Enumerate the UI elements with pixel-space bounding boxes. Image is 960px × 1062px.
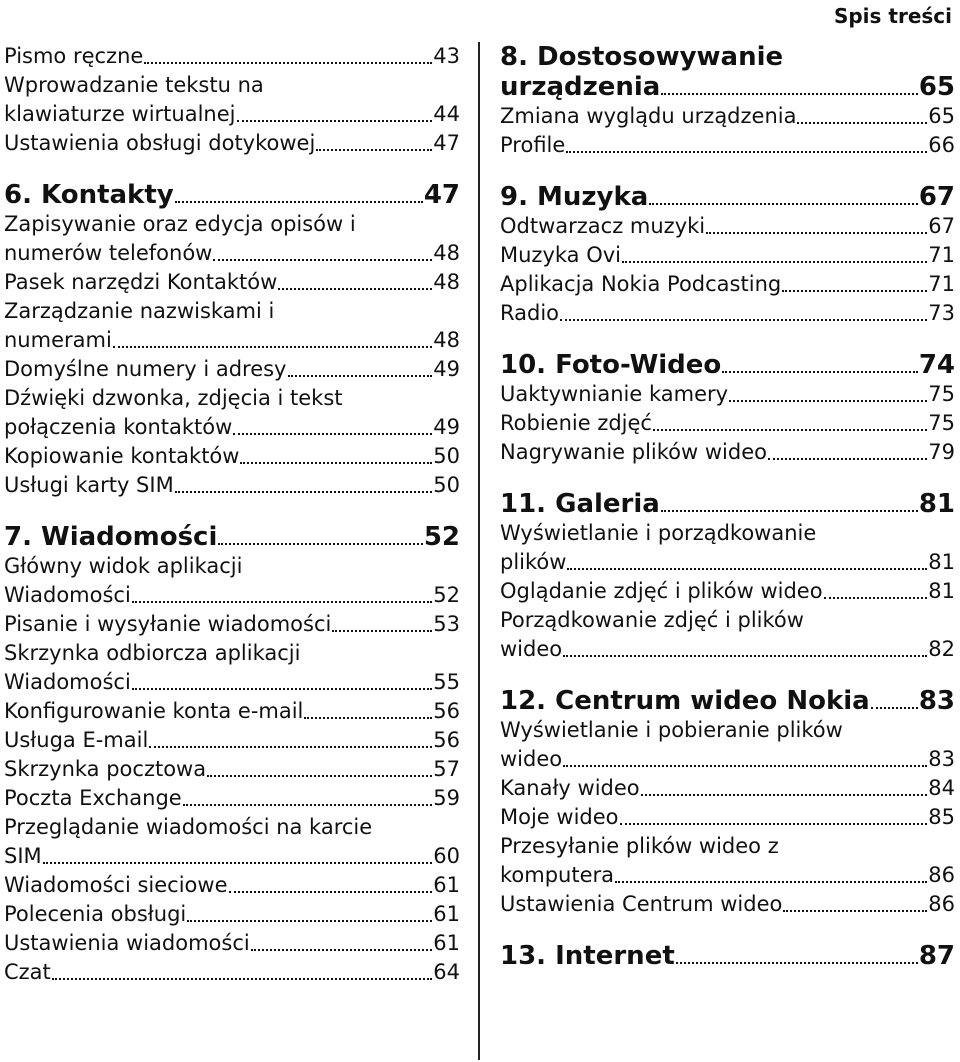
toc-entry[interactable] [4, 958, 460, 987]
page-number: 65 [918, 72, 955, 102]
dot-leader [566, 151, 927, 153]
dot-leader [207, 775, 432, 777]
toc-chapter[interactable] [500, 489, 955, 519]
entry-title: Zarządzanie nazwiskami i [4, 299, 275, 323]
dot-leader [175, 491, 433, 493]
entry-title: Muzyka Ovi [500, 243, 622, 267]
toc-entry[interactable] [4, 471, 460, 500]
entry-title: numerów telefonów [4, 241, 213, 265]
entry-title: Wprowadzanie tekstu na [4, 73, 264, 97]
page-number: 83 [918, 686, 955, 716]
dot-leader [304, 717, 432, 719]
page-number: 52 [423, 522, 460, 552]
page-number: 49 [433, 415, 460, 439]
entry-title: Przesyłanie plików wideo z [500, 834, 779, 858]
page-number: 81 [918, 489, 955, 519]
page-number: 61 [433, 902, 460, 926]
dot-leader [132, 688, 432, 690]
dot-leader [187, 920, 432, 922]
dot-leader [144, 62, 432, 64]
dot-leader [132, 601, 432, 603]
entry-title: wideo [500, 747, 563, 771]
dot-leader [175, 201, 423, 203]
toc-entry[interactable] [500, 409, 955, 438]
toc-entry[interactable] [4, 871, 460, 900]
page-number: 44 [433, 102, 460, 126]
column-divider [478, 42, 480, 1060]
entry-title: Pisanie i wysyłanie wiadomości [4, 612, 332, 636]
toc-column-right [500, 42, 955, 971]
page-number: 87 [918, 941, 955, 971]
toc-entry[interactable] [4, 442, 460, 471]
dot-leader [213, 259, 432, 261]
page-number: 61 [433, 873, 460, 897]
entry-title: Oglądanie zdjęć i plików wideo [500, 579, 823, 603]
dot-leader [653, 429, 927, 431]
dot-leader [622, 261, 927, 263]
page-number: 66 [928, 133, 955, 157]
page-number: 60 [433, 844, 460, 868]
entry-title: Domyślne numery i adresy [4, 357, 287, 381]
entry-title: Konfigurowanie konta e-mail [4, 699, 304, 723]
entry-title: Przeglądanie wiadomości na karcie [4, 815, 373, 839]
dot-leader [615, 881, 927, 883]
dot-leader [783, 910, 927, 912]
dot-leader [149, 746, 432, 748]
entry-title: Kanały wideo [500, 776, 640, 800]
page-number: 52 [433, 583, 460, 607]
page-number: 79 [928, 440, 955, 464]
page-number: 67 [918, 182, 955, 212]
page-number: 57 [433, 757, 460, 781]
dot-leader [218, 543, 422, 545]
page-number: 86 [928, 863, 955, 887]
page-number: 71 [928, 272, 955, 296]
page-number: 74 [918, 350, 955, 380]
toc-column-left [4, 42, 460, 987]
chapter-title: 9. Muzyka [500, 182, 649, 212]
page-number: 61 [433, 931, 460, 955]
page-number: 64 [433, 960, 460, 984]
dot-leader [240, 462, 432, 464]
page-number: 67 [928, 214, 955, 238]
entry-title: SIM [4, 844, 42, 868]
dot-leader [288, 375, 433, 377]
toc-chapter[interactable] [500, 941, 955, 971]
entry-title: wideo [500, 637, 563, 661]
toc-entry[interactable] [4, 813, 460, 871]
entry-title: Wiadomości sieciowe [4, 873, 228, 897]
entry-title: Pasek narzędzi Kontaktów [4, 270, 278, 294]
page-number: 85 [928, 805, 955, 829]
toc-entry[interactable] [4, 42, 460, 71]
dot-leader [316, 149, 432, 151]
page-number: 59 [433, 786, 460, 810]
toc-entry[interactable] [500, 890, 955, 919]
toc-entry[interactable] [4, 297, 460, 355]
toc-chapter[interactable] [500, 182, 955, 212]
page-number: 75 [928, 382, 955, 406]
toc-entry[interactable] [500, 606, 955, 664]
chapter-title: 8. Dostosowywanie [500, 42, 784, 72]
dot-leader [661, 93, 917, 95]
page-number: 56 [433, 728, 460, 752]
dot-leader [768, 458, 927, 460]
toc-entry[interactable] [4, 71, 460, 129]
dot-leader [797, 122, 927, 124]
toc-entry[interactable] [500, 270, 955, 299]
toc-entry[interactable] [500, 102, 955, 131]
toc-entry[interactable] [500, 716, 955, 774]
entry-title: Wyświetlanie i porządkowanie [500, 521, 817, 545]
entry-title: Zapisywanie oraz edycja opisów i [4, 212, 356, 236]
toc-entry[interactable] [500, 803, 955, 832]
page-number: 81 [928, 550, 955, 574]
chapter-title: 6. Kontakty [4, 180, 174, 210]
toc-entry[interactable] [4, 726, 460, 755]
toc-entry[interactable] [500, 774, 955, 803]
page-number: 43 [433, 44, 460, 68]
page-number: 75 [928, 411, 955, 435]
toc-entry[interactable] [500, 380, 955, 409]
chapter-title: 12. Centrum wideo Nokia [500, 686, 870, 716]
toc-entry[interactable] [4, 929, 460, 958]
page-number: 47 [423, 180, 460, 210]
page-number: 86 [928, 892, 955, 916]
page-number: 81 [928, 579, 955, 603]
page-number: 65 [928, 104, 955, 128]
page-number: 50 [433, 444, 460, 468]
entry-title: Uaktywnianie kamery [500, 382, 729, 406]
page-number: 47 [433, 131, 460, 155]
page-number: 82 [928, 637, 955, 661]
dot-leader [676, 962, 918, 964]
entry-title: Nagrywanie plików wideo [500, 440, 767, 464]
dot-leader [782, 290, 927, 292]
entry-title: Usługa E-mail [4, 728, 149, 752]
page-number: 48 [433, 328, 460, 352]
entry-title: plików [500, 550, 567, 574]
entry-title: Wiadomości [4, 670, 131, 694]
toc-chapter[interactable] [500, 350, 955, 380]
entry-title: Kopiowanie kontaktów [4, 444, 240, 468]
entry-title: komputera [500, 863, 615, 887]
entry-title: Poczta Exchange [4, 786, 182, 810]
toc-entry[interactable] [500, 212, 955, 241]
toc-chapter[interactable] [500, 686, 955, 716]
dot-leader [661, 510, 918, 512]
page-number: 50 [433, 473, 460, 497]
toc-chapter[interactable] [4, 180, 460, 210]
toc-entry[interactable] [500, 577, 955, 606]
dot-leader [183, 804, 433, 806]
page-number: 56 [433, 699, 460, 723]
dot-leader [229, 891, 433, 893]
dot-leader [729, 400, 927, 402]
dot-leader [722, 371, 918, 373]
entry-title: Ustawienia Centrum wideo [500, 892, 783, 916]
chapter-title: 10. Foto-Wideo [500, 350, 722, 380]
entry-title: Pismo ręczne [4, 44, 144, 68]
entry-title: Zmiana wyglądu urządzenia [500, 104, 797, 128]
dot-leader [52, 978, 432, 980]
entry-title: Ustawienia wiadomości [4, 931, 250, 955]
page-number: 83 [928, 747, 955, 771]
dot-leader [563, 655, 927, 657]
chapter-title: 11. Galeria [500, 489, 660, 519]
entry-title: Moje wideo [500, 805, 619, 829]
toc-entry[interactable] [4, 355, 460, 384]
dot-leader [278, 288, 432, 290]
toc-entry[interactable] [4, 900, 460, 929]
dot-leader [251, 949, 433, 951]
dot-leader [871, 707, 918, 709]
dot-leader [706, 232, 927, 234]
entry-title: numerami [4, 328, 112, 352]
toc-entry[interactable] [4, 552, 460, 610]
toc-entry[interactable] [4, 697, 460, 726]
dot-leader [641, 794, 928, 796]
page-number: 48 [433, 241, 460, 265]
dot-leader [649, 203, 917, 205]
dot-leader [113, 346, 432, 348]
toc-entry[interactable] [500, 438, 955, 467]
toc-entry[interactable] [4, 639, 460, 697]
entry-title: Skrzynka pocztowa [4, 757, 207, 781]
entry-title: Wyświetlanie i pobieranie plików [500, 718, 843, 742]
chapter-title: urządzenia [500, 72, 661, 102]
toc-entry[interactable] [4, 129, 460, 158]
toc-entry[interactable] [500, 299, 955, 328]
entry-title: Profile [500, 133, 566, 157]
toc-entry[interactable] [4, 755, 460, 784]
toc-entry[interactable] [4, 210, 460, 268]
dot-leader [567, 568, 927, 570]
page-number: 55 [433, 670, 460, 694]
entry-title: Odtwarzacz muzyki [500, 214, 706, 238]
toc-entry[interactable] [500, 832, 955, 890]
chapter-title: 7. Wiadomości [4, 522, 218, 552]
toc-chapter[interactable] [4, 522, 460, 552]
entry-title: Aplikacja Nokia Podcasting [500, 272, 782, 296]
dot-leader [620, 823, 928, 825]
toc-entry[interactable] [4, 268, 460, 297]
entry-title: Skrzynka odbiorcza aplikacji [4, 641, 301, 665]
entry-title: Porządkowanie zdjęć i plików [500, 608, 804, 632]
page-number: 49 [433, 357, 460, 381]
dot-leader [560, 319, 927, 321]
toc-entry[interactable] [500, 519, 955, 577]
page-header-title: Spis treści [833, 4, 952, 28]
page-number: 53 [433, 612, 460, 636]
page-number: 71 [928, 243, 955, 267]
toc-entry[interactable] [4, 610, 460, 639]
entry-title: Ustawienia obsługi dotykowej [4, 131, 316, 155]
dot-leader [824, 597, 928, 599]
page-number: 84 [928, 776, 955, 800]
entry-title: Usługi karty SIM [4, 473, 174, 497]
dot-leader [332, 630, 432, 632]
chapter-title: 13. Internet [500, 941, 675, 971]
page-number: 73 [928, 301, 955, 325]
toc-entry[interactable] [4, 784, 460, 813]
page-number: 48 [433, 270, 460, 294]
entry-title: Wiadomości [4, 583, 131, 607]
entry-title: klawiaturze wirtualnej [4, 102, 236, 126]
toc-chapter[interactable] [500, 42, 955, 102]
entry-title: Główny widok aplikacji [4, 554, 243, 578]
entry-title: połączenia kontaktów [4, 415, 233, 439]
dot-leader [563, 765, 927, 767]
entry-title: Radio [500, 301, 560, 325]
entry-title: Polecenia obsługi [4, 902, 187, 926]
toc-entry[interactable] [4, 384, 460, 442]
toc-entry[interactable] [500, 241, 955, 270]
dot-leader [233, 433, 432, 435]
toc-entry[interactable] [500, 131, 955, 160]
entry-title: Robienie zdjęć [500, 411, 652, 435]
dot-leader [237, 120, 433, 122]
entry-title: Dźwięki dzwonka, zdjęcia i tekst [4, 386, 343, 410]
dot-leader [43, 862, 433, 864]
entry-title: Czat [4, 960, 51, 984]
